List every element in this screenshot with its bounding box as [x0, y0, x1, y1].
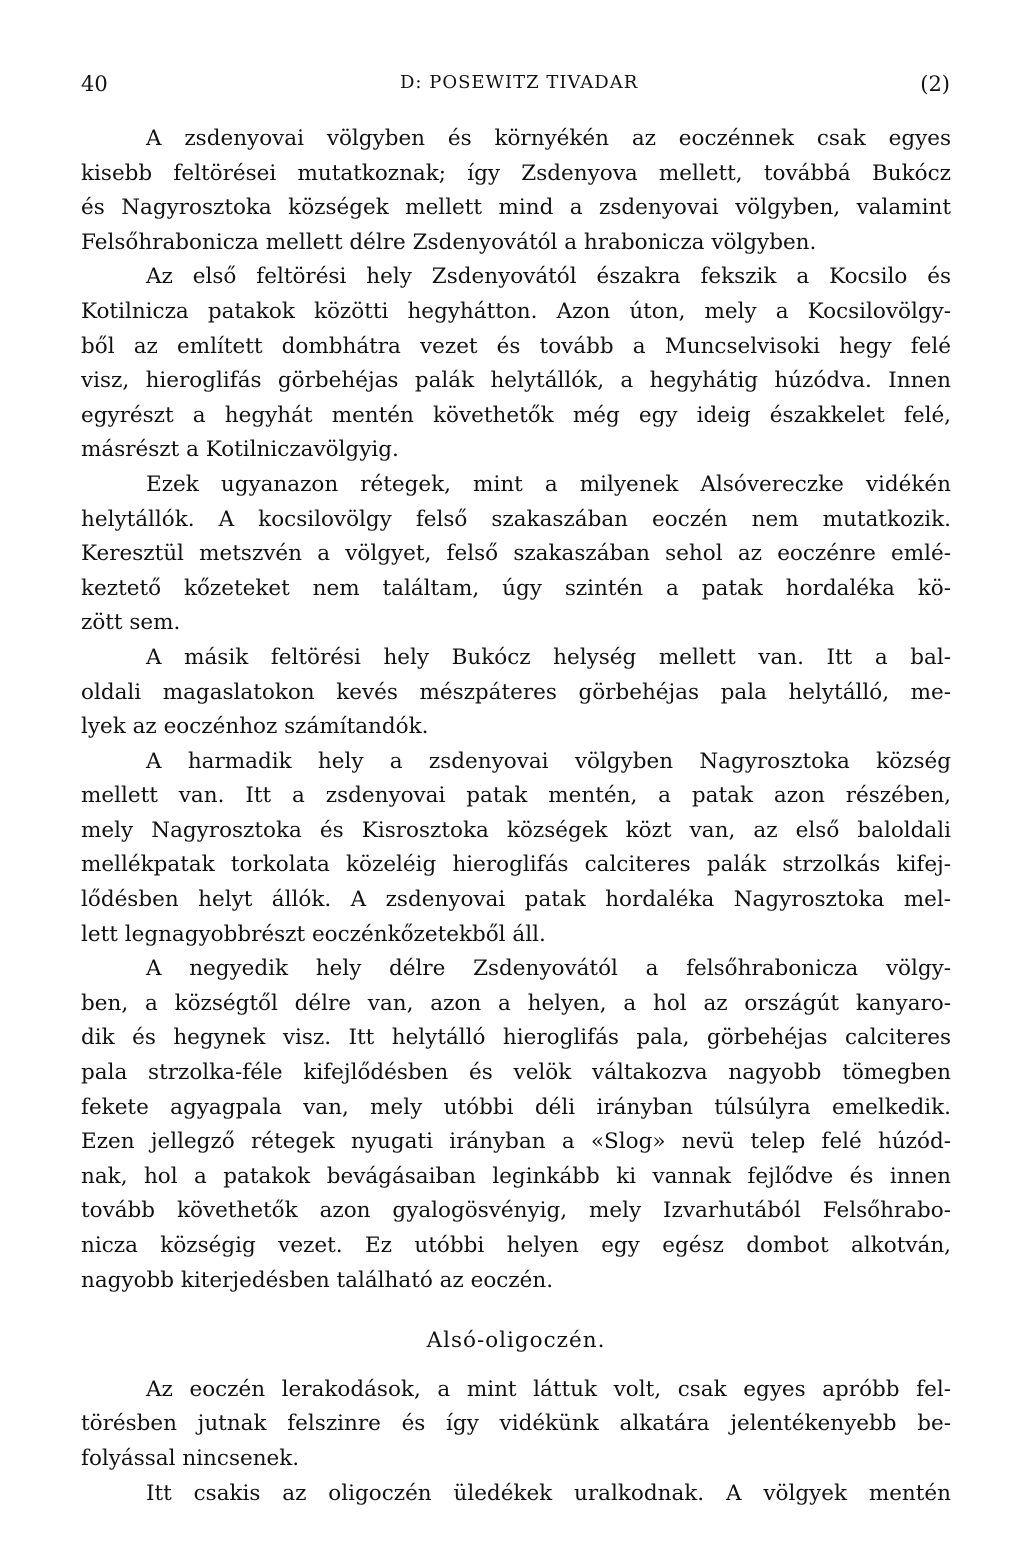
text-line: Ezen jellegző rétegek nyugati irányban a «Slog» nevü telep felé húzód-: [81, 1129, 951, 1155]
page-number: 40: [81, 72, 108, 96]
text-line: zött sem.: [81, 610, 181, 636]
text-line: folyással nincsenek.: [81, 1445, 300, 1471]
text-line: Kotilnicza patakok közötti hegyhátton. Azon úton, mely a Kocsilovölgy-: [81, 298, 951, 324]
text-line: nagyobb kiterjedésben található az eoczén.: [81, 1267, 554, 1293]
paragraph-7: [81, 1373, 951, 1477]
paragraph-5: [81, 745, 951, 953]
text-line: lyek az eoczénhoz számítandók.: [81, 714, 429, 740]
text-line: helytállók. A kocsilovölgy felső szakaszában eoczén nem mutatkozik.: [81, 506, 951, 532]
text-line: A harmadik hely a zsdenyovai völgyben Nagyrosztoka község: [146, 748, 951, 774]
running-title: D: POSEWITZ TIVADAR: [400, 72, 639, 93]
text-line: Itt csakis az oligoczén üledékek uralkodnak. A völgyek mentén: [146, 1480, 951, 1506]
text-line: nak, hol a patakok bevágásaiban leginkább ki vannak fejlődve és innen: [81, 1163, 951, 1189]
text-line: nicza községig vezet. Ez utóbbi helyen egy egész dombot alkotván,: [81, 1233, 951, 1258]
text-line: kisebb feltörései mutatkoznak; így Zsdenyova mellett, továbbá Bukócz: [81, 160, 951, 186]
text-line: törésben jutnak felszinre és így vidékünk alkatára jelentékenyebb be-: [81, 1411, 951, 1437]
text-line: lett legnagyobbrészt eoczénkőzetekből áll.: [81, 921, 546, 947]
text-line: másrészt a Kotilniczavölgyig.: [81, 437, 399, 463]
text-line: Ezek ugyanazon rétegek, mint a milyenek Alsóvereczke vidékén: [146, 471, 951, 497]
text-line: pala strzolka-féle kifejlődésben és velök váltakozva nagyobb tömegben: [81, 1060, 951, 1086]
text-line: visz, hieroglifás görbehéjas palák helytállók, a hegyhátig húzódva. Innen: [81, 368, 951, 394]
text-line: egyrészt a hegyhát mentén követhetők még egy ideig északkelet felé,: [81, 402, 951, 428]
text-line: Az első feltörési hely Zsdenyovától északra fekszik a Kocsilo és: [146, 264, 951, 290]
paragraph-8: [81, 1477, 951, 1512]
paragraph-1: [81, 122, 951, 260]
text-line: Az eoczén lerakodások, a mint láttuk volt, csak egyes apróbb fel-: [146, 1376, 951, 1402]
text-line: ben, a községtől délre van, azon a helyen, a hol az országút kanyaro-: [81, 990, 951, 1016]
text-line: mellett van. Itt a zsdenyovai patak mentén, a patak azon részében,: [81, 783, 951, 809]
paragraph-6: [81, 952, 951, 1298]
text-line: A másik feltörési hely Bukócz helység mellett van. Itt a bal-: [146, 644, 951, 670]
text-line: mely Nagyrosztoka és Kisrosztoka községek közt van, az első baloldali: [81, 817, 951, 843]
text-line: keztető kőzeteket nem találtam, úgy szintén a patak hordaléka kö-: [81, 575, 951, 601]
page-body: [81, 122, 951, 1511]
text-line: lődésben helyt állók. A zsdenyovai patak hordaléka Nagyrosztoka mel-: [81, 887, 951, 913]
text-line: mellékpatak torkolata közeléig hieroglifás calciteres palák strzolkás kifej-: [81, 852, 951, 878]
text-line: tovább követhetők azon gyalogösvényig, mely Izvarhutából Felsőhrabo-: [81, 1198, 951, 1224]
paragraph-2: [81, 260, 951, 468]
section-title: Alsó-oligoczén.: [426, 1328, 606, 1354]
text-line: A negyedik hely délre Zsdenyovától a felsőhrabonicza völgy-: [146, 956, 951, 982]
text-line: Felsőhrabonicza mellett délre Zsdenyovától a hrabonicza völgyben.: [81, 229, 817, 255]
text-line: Keresztül metszvén a völgyet, felső szakaszában sehol az eoczénre emlé-: [81, 541, 951, 567]
text-line: A zsdenyovai völgyben és környékén az eoczénnek csak egyes: [146, 126, 951, 151]
page-header: [0, 62, 1024, 102]
paragraph-3: [81, 468, 951, 641]
section-number: (2): [920, 72, 950, 96]
paragraph-4: [81, 641, 951, 745]
text-line: oldali magaslatokon kevés mészpáteres görbehéjas pala helytálló, me-: [81, 679, 951, 705]
text-line: dik és hegynek visz. Itt helytálló hieroglifás pala, görbehéjas calciteres: [81, 1025, 951, 1051]
text-line: fekete agyagpala van, mely utóbbi déli irányban túlsúlyra emelkedik.: [81, 1094, 951, 1120]
text-line: ből az említett dombhátra vezet és tovább a Muncselvisoki hegy felé: [81, 333, 951, 359]
text-line: és Nagyrosztoka községek mellett mind a zsdenyovai völgyben, valamint: [81, 195, 951, 221]
